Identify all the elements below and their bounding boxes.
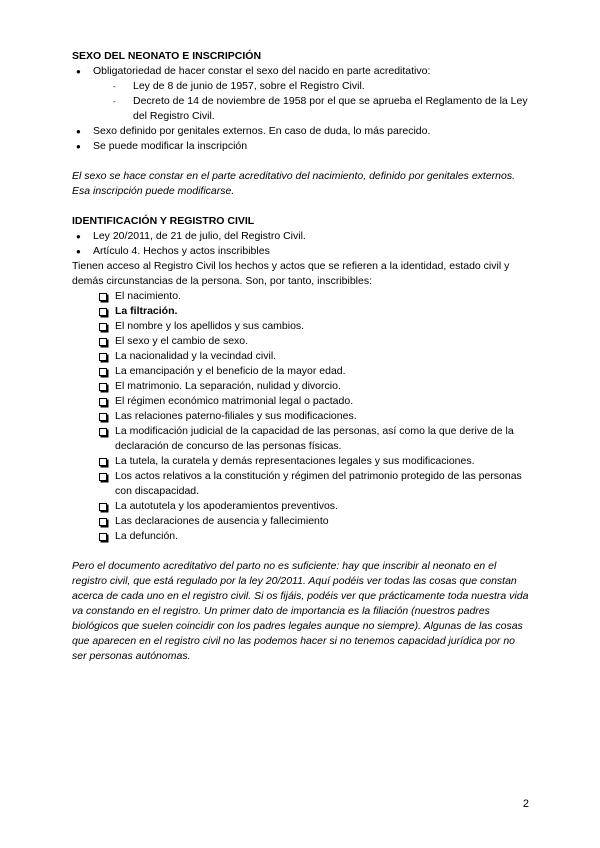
bullet-text: Obligatoriedad de hacer constar el sexo del nacido en parte acreditativo: — [93, 65, 431, 77]
checkbox-item: La tutela, la curatela y demás representaciones legales y sus modificaciones. — [99, 454, 532, 469]
bullet-list-registro — [72, 229, 532, 259]
section-title-registro: IDENTIFICACIÓN Y REGISTRO CIVIL — [72, 215, 255, 227]
intro-paragraph: Tienen acceso al Registro Civil los hechos y actos que se refieren a la identidad, estado civil y demás circunstancias de la persona. Son, por tanto, inscribibles: — [72, 260, 510, 287]
checkbox-item: Las relaciones paterno-filiales y sus modificaciones. — [99, 409, 532, 424]
bullet-item: ● Artículo 4. Hechos y actos inscribibles — [72, 244, 532, 259]
dash-list — [111, 79, 532, 124]
dash-item: - Decreto de 14 de noviembre de 1958 por el que se aprueba el Reglamento de la Ley del Registro Civil. — [111, 94, 532, 124]
checkbox-item: El nombre y los apellidos y sus cambios. — [99, 319, 532, 334]
checkbox-item: La nacionalidad y la vecindad civil. — [99, 349, 532, 364]
checkbox-item: La autotutela y los apoderamientos preventivos. — [99, 499, 532, 514]
checkbox-item: El matrimonio. La separación, nulidad y divorcio. — [99, 379, 532, 394]
page-number: 2 — [522, 798, 529, 810]
checkbox-item: El régimen económico matrimonial legal o pactado. — [99, 394, 532, 409]
bullet-item: ● Se puede modificar la inscripción — [72, 139, 532, 154]
closing-paragraph: Pero el documento acreditativo del parto no es suficiente: hay que inscribir al neonato en el registro civil, que está regulado por la ley 20/2011. Aquí podéis ver todas las cosas que constan acerca de cada uno en el registro civil. Si os fijáis, podéis ver que prácticamente toda nuestra vida va constando en el registro. Un primer dato de importancia es la filiación (nuestros padres biológicos que suelen coincidir con los padres legales aunque no siempre). Algunas de las cosas que aparecen en el registro civil no las podemos hacer si no tenemos capacidad jurídica por no ser personas autónomas. — [72, 560, 529, 662]
section-title-sexo: SEXO DEL NEONATO E INSCRIPCIÓN — [72, 50, 262, 62]
checkbox-item: La modificación judicial de la capacidad de las personas, así como la que derive de la declaración de concurso de las personas físicas. — [99, 424, 532, 454]
checkbox-item: La defunción. — [99, 529, 532, 544]
checkbox-item: La emancipación y el beneficio de la mayor edad. — [99, 364, 532, 379]
checkbox-item: La filtración. — [99, 304, 532, 319]
bullet-item: ● Sexo definido por genitales externos. En caso de duda, lo más parecido. — [72, 124, 532, 139]
checkbox-item: Las declaraciones de ausencia y fallecimiento — [99, 514, 532, 529]
checkbox-list — [99, 289, 532, 544]
dash-item: - Ley de 8 de junio de 1957, sobre el Registro Civil. — [111, 79, 532, 94]
document-page — [72, 49, 532, 664]
bullet-item — [72, 64, 532, 124]
checkbox-item: Los actos relativos a la constitución y régimen del patrimonio protegido de las personas con discapacidad. — [99, 469, 532, 499]
bullet-list-sexo — [72, 64, 532, 154]
checkbox-item: El sexo y el cambio de sexo. — [99, 334, 532, 349]
bullet-item: ● Ley 20/2011, de 21 de julio, del Registro Civil. — [72, 229, 532, 244]
checkbox-item: El nacimiento. — [99, 289, 532, 304]
italic-note: El sexo se hace constar en el parte acreditativo del nacimiento, definido por genitales externos. Esa inscripción puede modificarse. — [72, 170, 516, 197]
